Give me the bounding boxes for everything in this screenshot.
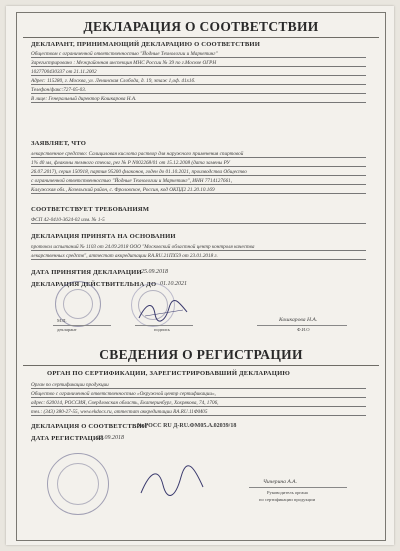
states-line-4: с ограниченной ответственностью "Йодные Технологии и Маркетинг", ИНН 7714127661,	[31, 178, 366, 185]
applicant-line-5: Телефон/факс:727-05-03.	[31, 87, 366, 94]
organ-line-1: Орган по сертификации продукции	[31, 382, 366, 389]
organ-line-3: адрес: 620014, РОССИЯ, Свердловская область, Екатеринбург, Хохрякова, 74, 1706,	[31, 400, 366, 407]
basis-line-1: протокол испытаний № 1103 от 24.09.2018 ООО "Московский областной центр контроля качества	[31, 244, 366, 251]
basis-line-2: лекарственных средств", аттестат аккредитации RA.RU.21ПХ59 от 23.01.2018 г.	[31, 253, 366, 260]
head-title-1: Руководитель органа	[267, 490, 308, 495]
reg-date-label: ДАТА РЕГИСТРАЦИИ	[31, 435, 104, 442]
organ-heading: ОРГАН ПО СЕРТИФИКАЦИИ, ЗАРЕГИСТРИРОВАВШИЙ ДЕКЛАРАЦИЮ	[47, 370, 291, 377]
applicant-line-2: Зарегистрировано : Межрайонная инспекция МНС России № 39 по г.Москве ОГРН	[31, 60, 366, 67]
organ-line-2: Общество с ограниченной ответственностью «Окружной центр сертификации»,	[31, 391, 366, 398]
complies-heading: СООТВЕТСТВУЕТ ТРЕБОВАНИЯМ	[31, 206, 150, 213]
applicant-heading: ДЕКЛАРАНТ, ПРИНИМАЮЩИЙ ДЕКЛАРАЦИЮ О СООТВЕТСТВИИ	[31, 41, 261, 48]
date-adopted-value: 25.09.2018	[141, 269, 168, 275]
applicant-line-4: Адрес: 115280, г. Москва, ул. Ленинская Слобода, д. 19, этаж 1,оф. 41х1б.	[31, 78, 366, 85]
title-rule	[23, 37, 379, 38]
states-line-5: Калужская обл., Козельский район, с. Фроловское, Россия, код ОКПД2 21.20.10.169	[31, 187, 366, 194]
decl-number-value: № РОСС RU Д-RU.ФМ05.А.02039/18	[137, 423, 237, 429]
fio-label: Ф.И.О	[297, 327, 310, 332]
document-sheet	[6, 6, 394, 545]
declarant-label: декларант	[57, 327, 77, 332]
applicant-line-3: 1027700430337 от 21.11.2002	[31, 69, 366, 76]
reg-date-value: 25.09.2018	[97, 435, 124, 441]
states-line-2: 1% 40 мл, флаконы темного стекла, рег № Р N002268/01 от 15.12.2008 (дата замены РУ	[31, 160, 366, 167]
states-line-3: 26.07.2017), серия 150918, партия 95200 флаконов, годен до 01.10.2021, производства Общество	[31, 169, 366, 176]
states-heading: ЗАЯВЛЯЕТ, ЧТО	[31, 140, 87, 147]
registration-title: СВЕДЕНИЯ О РЕГИСТРАЦИИ	[99, 347, 303, 362]
head-name: Чичерина А.А.	[263, 479, 297, 485]
states-line-1: лекарственное средство: Салициловая кислота раствор для наружного применения спиртовой	[31, 151, 366, 158]
applicant-line-6: В лице: Генеральный директор Кошкарова Н.А.	[31, 96, 366, 103]
certification-signature	[137, 463, 207, 503]
complies-line: ФСП 42-0410-3624-02 изм. № 1-5	[31, 217, 366, 224]
valid-until-value: 01.10.2021	[160, 281, 187, 287]
decl-number-label: ДЕКЛАРАЦИЯ О СООТВЕТСТВИИ	[31, 423, 148, 430]
head-title-2: по сертификации продукции	[259, 497, 316, 502]
document-frame	[16, 12, 386, 541]
date-adopted-label: ДАТА ПРИНЯТИЯ ДЕКЛАРАЦИИ	[31, 269, 142, 276]
declaration-title: ДЕКЛАРАЦИЯ О СООТВЕТСТВИИ	[83, 19, 319, 34]
basis-heading: ДЕКЛАРАЦИЯ ПРИНЯТА НА ОСНОВАНИИ	[31, 233, 176, 240]
mp-label: М.П.	[57, 318, 67, 323]
organ-line-4: тел.: (343) 380-27-55, www.ekdocs.ru, аттестат аккредитации RA.RU.11ФМ05	[31, 409, 366, 416]
signer-name: Кошкарова Н.А.	[279, 317, 318, 323]
valid-until-label: ДЕКЛАРАЦИЯ ДЕЙСТВИТЕЛЬНА ДО	[31, 281, 157, 288]
declarant-signature	[135, 298, 195, 324]
applicant-line-1: Обществом с ограниченной ответственностью "Йодные Технологии и Маркетинг"	[31, 51, 366, 58]
certification-body-stamp	[47, 453, 109, 515]
signature-label: подпись	[154, 327, 171, 332]
